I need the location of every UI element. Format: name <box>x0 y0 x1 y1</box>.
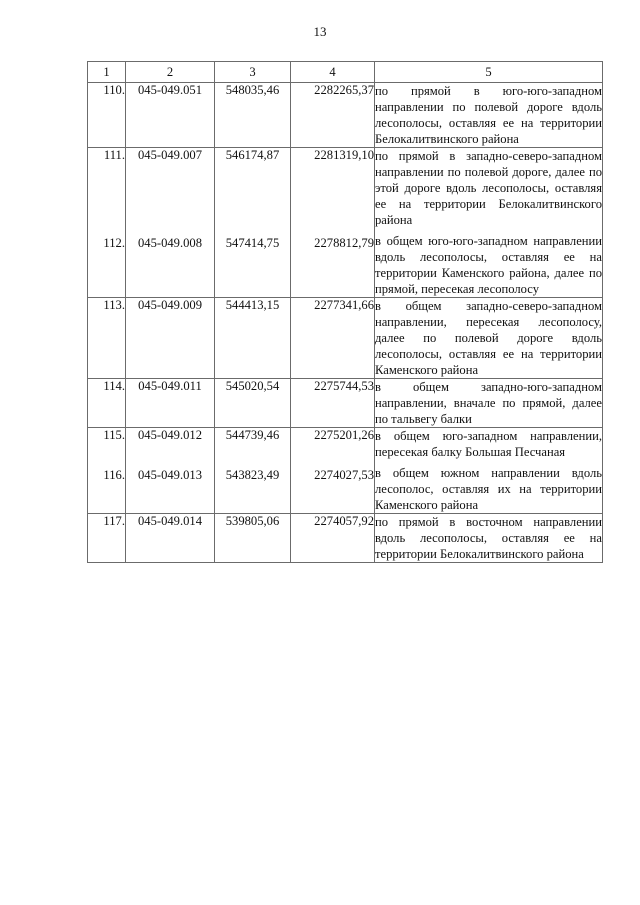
row-number: 112. <box>88 228 126 298</box>
boundary-description: по прямой в восточном направлении вдоль лесополосы, оставляя ее на территории Белокалитвинского района <box>375 515 602 561</box>
header-col-3: 3 <box>215 62 291 83</box>
table-row <box>88 228 603 298</box>
coord-x: 547414,75 <box>215 228 291 298</box>
page-number: 13 <box>313 24 327 39</box>
point-code: 045-049.009 <box>126 298 215 379</box>
point-code: 045-049.014 <box>126 514 215 563</box>
table-row <box>88 428 603 461</box>
table-header-row <box>88 62 603 83</box>
coord-x: 548035,46 <box>215 83 291 148</box>
header-col-5: 5 <box>375 62 603 83</box>
boundary-description: в общем западно-северо-западном направлении, пересекая лесополосу, далее по полевой дороге вдоль лесополосы, оставляя ее на территории Каменского района <box>375 299 602 377</box>
header-col-2: 2 <box>126 62 215 83</box>
row-number: 110. <box>88 83 126 148</box>
coord-y: 2278812,79 <box>291 228 375 298</box>
point-code: 045-049.011 <box>126 379 215 428</box>
coord-x: 546174,87 <box>215 148 291 229</box>
point-code: 045-049.008 <box>126 228 215 298</box>
boundary-description: по прямой в западно-северо-западном направлении по полевой дороге, далее по этой дороге вдоль лесополосы, оставляя ее на территории Белокалитвинского района <box>375 149 602 227</box>
header-col-4: 4 <box>291 62 375 83</box>
table-row <box>88 298 603 379</box>
row-number: 116. <box>88 460 126 514</box>
table-row <box>88 514 603 563</box>
coord-x: 545020,54 <box>215 379 291 428</box>
row-number: 113. <box>88 298 126 379</box>
boundary-description: по прямой в юго-юго-западном направлении по полевой дороге вдоль лесополосы, оставляя ее на территории Белокалитвинского района <box>375 84 602 146</box>
table-row <box>88 379 603 428</box>
coord-x: 544739,46 <box>215 428 291 461</box>
coord-x: 544413,15 <box>215 298 291 379</box>
boundary-description: в общем юго-юго-западном направлении вдоль лесополосы, оставляя ее на территории Каменского района, далее по прямой, пересекая лесополосу <box>375 228 603 298</box>
coord-y: 2281319,10 <box>291 148 375 229</box>
table-row <box>88 148 603 229</box>
point-code: 045-049.007 <box>126 148 215 229</box>
point-code: 045-049.013 <box>126 460 215 514</box>
coord-x: 543823,49 <box>215 460 291 514</box>
coord-y: 2274057,92 <box>291 514 375 563</box>
row-number: 114. <box>88 379 126 428</box>
point-code: 045-049.051 <box>126 83 215 148</box>
coord-y: 2282265,37 <box>291 83 375 148</box>
coord-x: 539805,06 <box>215 514 291 563</box>
row-number: 115. <box>88 428 126 461</box>
coord-y: 2277341,66 <box>291 298 375 379</box>
table-row <box>88 83 603 148</box>
coord-y: 2275744,53 <box>291 379 375 428</box>
table-row <box>88 460 603 514</box>
coord-y: 2274027,53 <box>291 460 375 514</box>
coord-y: 2275201,26 <box>291 428 375 461</box>
boundary-points-table <box>87 61 603 563</box>
boundary-description: в общем западно-юго-западном направлении, вначале по прямой, далее по тальвегу балки <box>375 380 602 426</box>
row-number: 117. <box>88 514 126 563</box>
header-col-1: 1 <box>88 62 126 83</box>
row-number: 111. <box>88 148 126 229</box>
boundary-description: в общем южном направлении вдоль лесополос, оставляя их на территории Каменского района <box>375 460 603 514</box>
boundary-description: в общем юго-западном направлении, пересекая балку Большая Песчаная <box>375 429 602 459</box>
point-code: 045-049.012 <box>126 428 215 461</box>
